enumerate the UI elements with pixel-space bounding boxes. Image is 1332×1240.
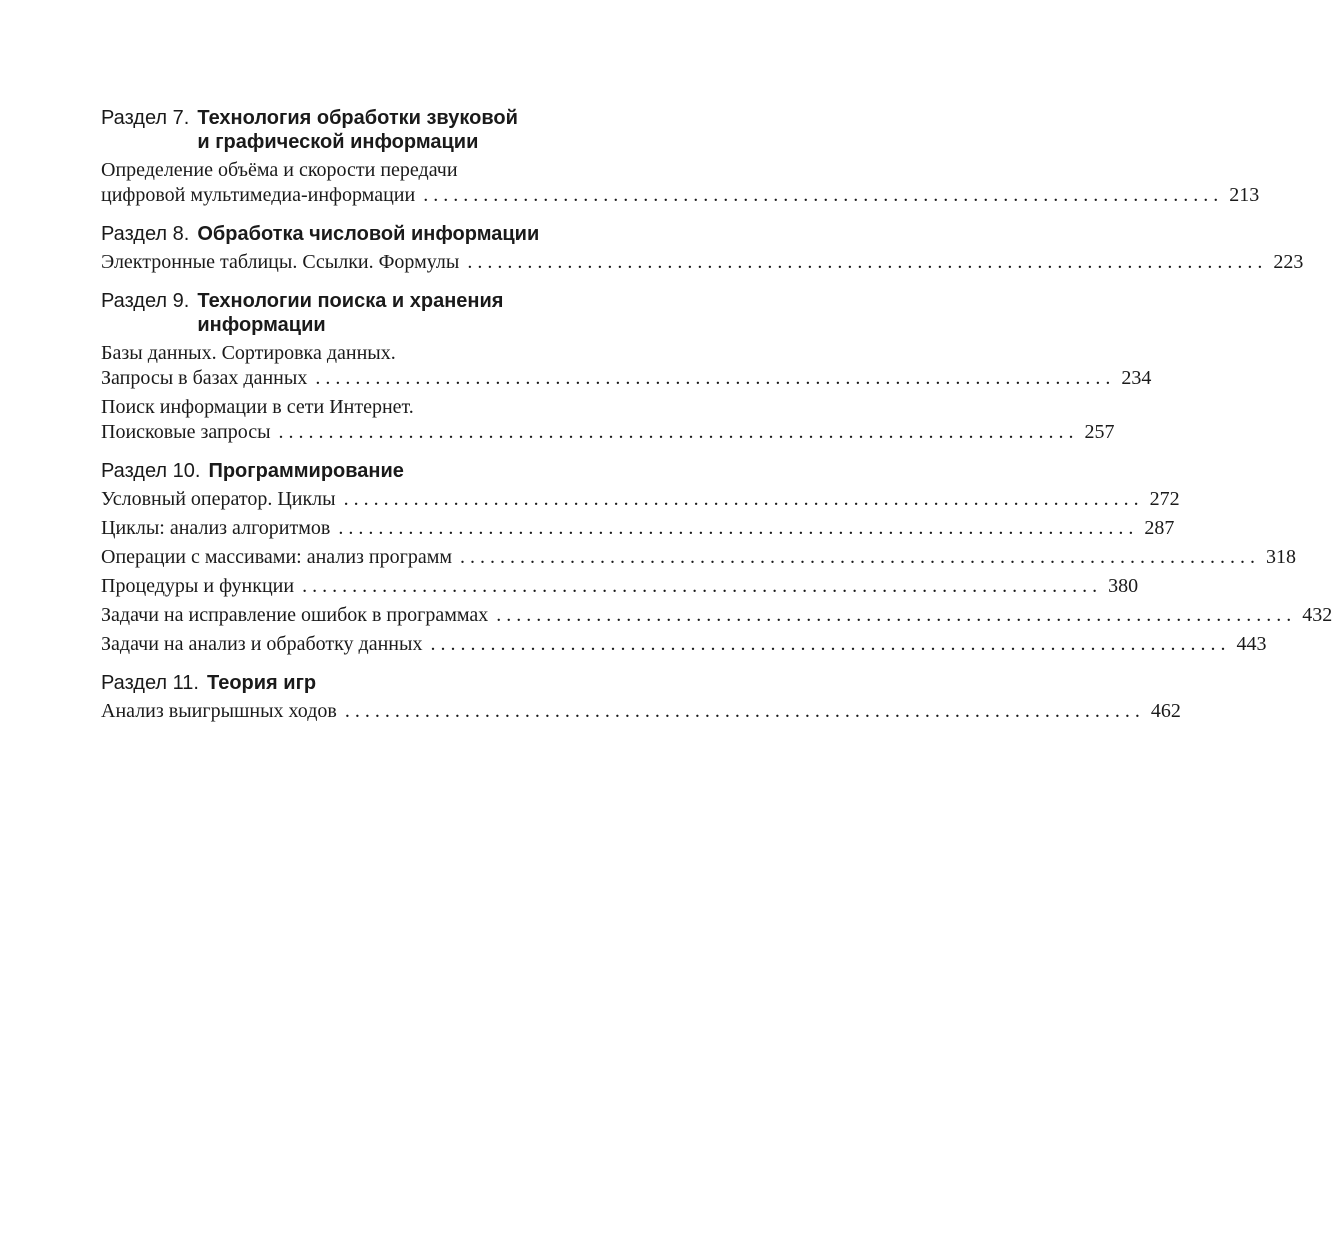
entry-title-line: Поиск информации в сети Интернет. (101, 396, 414, 418)
entry-title-line: Операции с массивами: анализ программ (101, 546, 453, 568)
section-number: Раздел 8. (101, 223, 190, 245)
entry-title-line: Определение объёма и скорости передачи (101, 159, 458, 181)
section-title-line: Обработка числовой информации (197, 223, 540, 245)
table-of-contents (101, 106, 1332, 738)
section-heading (101, 289, 691, 337)
page-number: 432 (1302, 604, 1332, 626)
toc-entry[interactable] (101, 395, 1115, 445)
entry-title-line: Поисковые запросы (101, 421, 271, 443)
toc-entry[interactable] (101, 699, 1181, 724)
dot-leader: ................................................................................ (467, 251, 1268, 273)
section-title-line: Программирование (208, 460, 404, 482)
dot-leader: ................................................................................ (315, 367, 1116, 389)
dot-leader: ................................................................................ (302, 575, 1103, 597)
section-heading (101, 459, 691, 483)
page-number: 234 (1121, 367, 1152, 389)
section-title-line: Теория игр (206, 672, 317, 694)
toc-entry[interactable] (101, 632, 1267, 657)
section-heading (101, 671, 691, 695)
toc-section (101, 106, 1260, 208)
page-number: 287 (1144, 517, 1175, 539)
toc-entry[interactable] (101, 158, 1260, 208)
page-number: 213 (1229, 184, 1260, 206)
dot-leader: ................................................................................ (338, 517, 1139, 539)
section-number: Раздел 9. (101, 290, 190, 312)
section-title (197, 222, 539, 246)
page-number: 443 (1236, 633, 1267, 655)
entry-title-line: Анализ выигрышных ходов (101, 700, 337, 722)
entry-title-line: Процедуры и функции (101, 575, 295, 597)
section-title-line: Технология обработки звуковой (197, 107, 518, 129)
toc-section (101, 671, 1181, 724)
section-title (207, 671, 316, 695)
page-number: 462 (1150, 700, 1181, 722)
section-number: Раздел 7. (101, 107, 190, 129)
dot-leader: ................................................................................ (343, 488, 1144, 510)
toc-section (101, 459, 1332, 657)
entry-title-line: Условный оператор. Циклы (101, 488, 336, 510)
section-number: Раздел 10. (101, 460, 201, 482)
entry-title-line: Задачи на исправление ошибок в программах (101, 604, 489, 626)
toc-entry[interactable] (101, 250, 1304, 275)
section-title-line: и графической информации (197, 131, 479, 153)
dot-leader: ................................................................................ (423, 184, 1224, 206)
entry-title-line: Задачи на анализ и обработку данных (101, 633, 423, 655)
toc-section (101, 289, 1152, 445)
toc-entry[interactable] (101, 574, 1139, 599)
toc-entry[interactable] (101, 516, 1175, 541)
toc-entry[interactable] (101, 487, 1180, 512)
entry-title-line: Электронные таблицы. Ссылки. Формулы (101, 251, 460, 273)
section-title (197, 106, 518, 154)
page-number: 272 (1149, 488, 1180, 510)
section-title (197, 289, 503, 337)
section-title-line: информации (197, 314, 326, 336)
entry-title-line: Базы данных. Сортировка данных. (101, 342, 396, 364)
dot-leader: ................................................................................ (344, 700, 1145, 722)
toc-entry[interactable] (101, 545, 1297, 570)
section-title (208, 459, 403, 483)
dot-leader: ................................................................................ (430, 633, 1231, 655)
entry-title-line: цифровой мультимедиа-информации (101, 184, 416, 206)
page-number: 380 (1108, 575, 1139, 597)
dot-leader: ................................................................................ (278, 421, 1079, 443)
section-title-line: Технологии поиска и хранения (197, 290, 504, 312)
toc-entry[interactable] (101, 341, 1152, 391)
section-heading (101, 222, 691, 246)
dot-leader: ................................................................................ (496, 604, 1297, 626)
section-number: Раздел 11. (101, 672, 199, 694)
entry-title-line: Запросы в базах данных (101, 367, 308, 389)
section-heading (101, 106, 691, 154)
entry-title-line: Циклы: анализ алгоритмов (101, 517, 331, 539)
dot-leader: ................................................................................ (460, 546, 1261, 568)
toc-section (101, 222, 1304, 275)
page-number: 223 (1273, 251, 1304, 273)
page-number: 257 (1084, 421, 1115, 443)
page-number: 318 (1266, 546, 1297, 568)
toc-entry[interactable] (101, 603, 1332, 628)
